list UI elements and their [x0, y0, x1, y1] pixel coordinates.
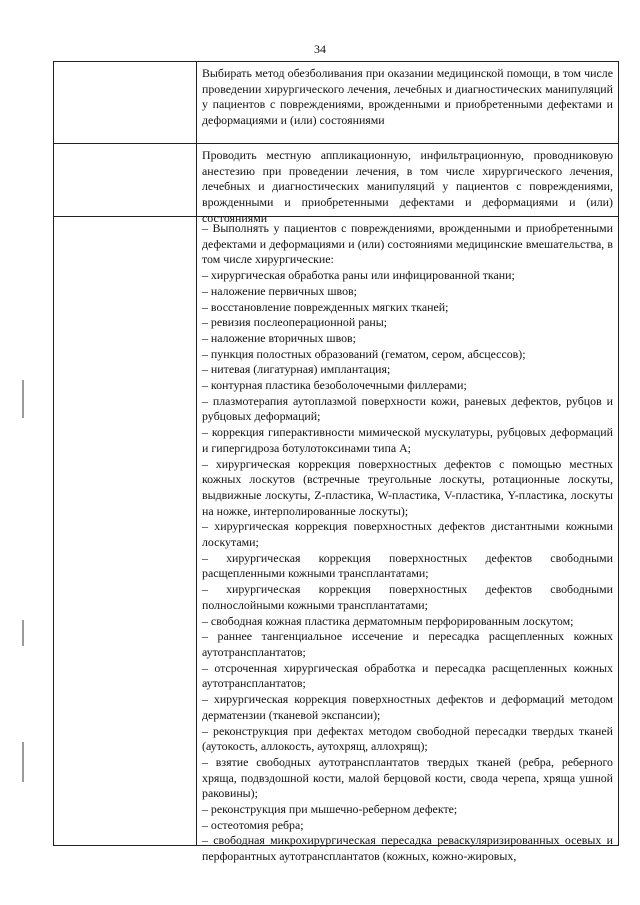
- scan-artifact-mark: [22, 380, 24, 418]
- list-item: – контурная пластика безоболочечными филлерами;: [202, 378, 467, 393]
- table-row: [54, 62, 619, 144]
- row-text-anesthesia-method: Выбирать метод обезболивания при оказании медицинской помощи, в том числе проведении хирургического лечения, лечебных и диагностических манипуляций у пациентов с повреждениями, врожденными и приобретенными дефектами и деформациями и (или) состояниями: [202, 66, 613, 128]
- table-cell-left: [54, 144, 197, 217]
- list-item: – ревизия послеоперационной раны;: [202, 315, 388, 330]
- table-cell-left: [54, 217, 197, 846]
- list-item: – отсроченная хирургическая обработка и пересадка расщепленных кожных аутотрансплантатов;: [202, 660, 613, 691]
- list-item: – хирургическая коррекция поверхностных дефектов дистантными кожными лоскутами;: [202, 519, 613, 550]
- list-item: – реконструкция при мышечно-реберном дефекте;: [202, 802, 458, 817]
- list-item: – свободная кожная пластика дерматомным перфорированным лоскутом;: [202, 613, 574, 628]
- table-cell-right: [197, 217, 619, 864]
- list-item: – коррекция гиперактивности мимической мускулатуры, рубцовых деформаций и гипергидроза ботулотоксинами типа А;: [202, 425, 613, 455]
- list-item: – хирургическая коррекция поверхностных дефектов с помощью местных кожных лоскутов (встречные треугольные лоскуты, ротационные лоскуты, выдвижные лоскуты, Z-пластика, W-пластика, V-пластика, Y-пластика, лоскуты на ножке, интерполированные лоскуты);: [202, 456, 613, 518]
- table-cell-left: [54, 62, 197, 144]
- row-text-local-anesthesia: Проводить местную аппликационную, инфильтрационную, проводниковую анестезию при проведении лечения, в том числе хирургического лечения, лечебных и диагностических манипуляций у пациентов с повреждениями, врожденными и приобретенными дефектами и деформациями и (или) состояниями: [202, 148, 613, 225]
- table-cell-right: [197, 62, 619, 144]
- list-item: – наложение вторичных швов;: [202, 330, 356, 345]
- list-item: – раннее тангенциальное иссечение и пересадка расщепленных кожных аутотрансплантатов;: [202, 629, 613, 659]
- list-item: – наложение первичных швов;: [202, 283, 357, 298]
- table-row: [54, 217, 619, 846]
- list-item: – взятие свободных аутотрансплантатов твердых тканей (ребра, реберного хряща, подвздошной кости, малой берцовой кости, свода черепа, хряща ушной раковины);: [202, 754, 613, 801]
- page-number: 34: [314, 42, 326, 56]
- list-item: – реконструкция при дефектах методом свободной пересадки твердых тканей (аутокость, аллокость, аутохрящ, аллохрящ);: [202, 723, 613, 754]
- list-item: – восстановление поврежденных мягких тканей;: [202, 299, 449, 314]
- list-item: – хирургическая коррекция поверхностных дефектов и деформаций методом дерматензии (тканевой экспансии);: [202, 692, 613, 722]
- list-item: – хирургическая коррекция поверхностных дефектов свободными расщепленными кожными трансплантатами;: [202, 550, 613, 581]
- skills-table: [53, 61, 619, 864]
- list-item: – нитевая (лигатурная) имплантация;: [202, 362, 391, 377]
- table-cell-right: [197, 144, 619, 225]
- list-item: – остеотомия ребра;: [202, 817, 304, 832]
- scan-artifact-mark: [22, 620, 24, 646]
- list-item: – свободная микрохирургическая пересадка реваскуляризированных осевых и перфорантных аутотрансплантатов (кожных, кожно-жировых,: [202, 833, 613, 864]
- list-item: – Выполнять у пациентов с повреждениями, врожденными и приобретенными дефектами и деформациями и (или) состояниями медицинские вмешательства, в том числе хирургические:: [202, 221, 613, 267]
- list-item: – хирургическая коррекция поверхностных дефектов свободными полнослойными кожными трансплантатами;: [202, 582, 613, 612]
- list-item: – пункция полостных образований (гематом, сером, абсцессов);: [202, 346, 526, 361]
- list-item: – хирургическая обработка раны или инфицированной ткани;: [202, 268, 515, 283]
- scan-artifact-mark: [22, 742, 24, 782]
- table-row: [54, 144, 619, 217]
- list-item: – плазмотерапия аутоплазмой поверхности кожи, раневых дефектов, рубцов и рубцовых деформаций;: [202, 393, 613, 424]
